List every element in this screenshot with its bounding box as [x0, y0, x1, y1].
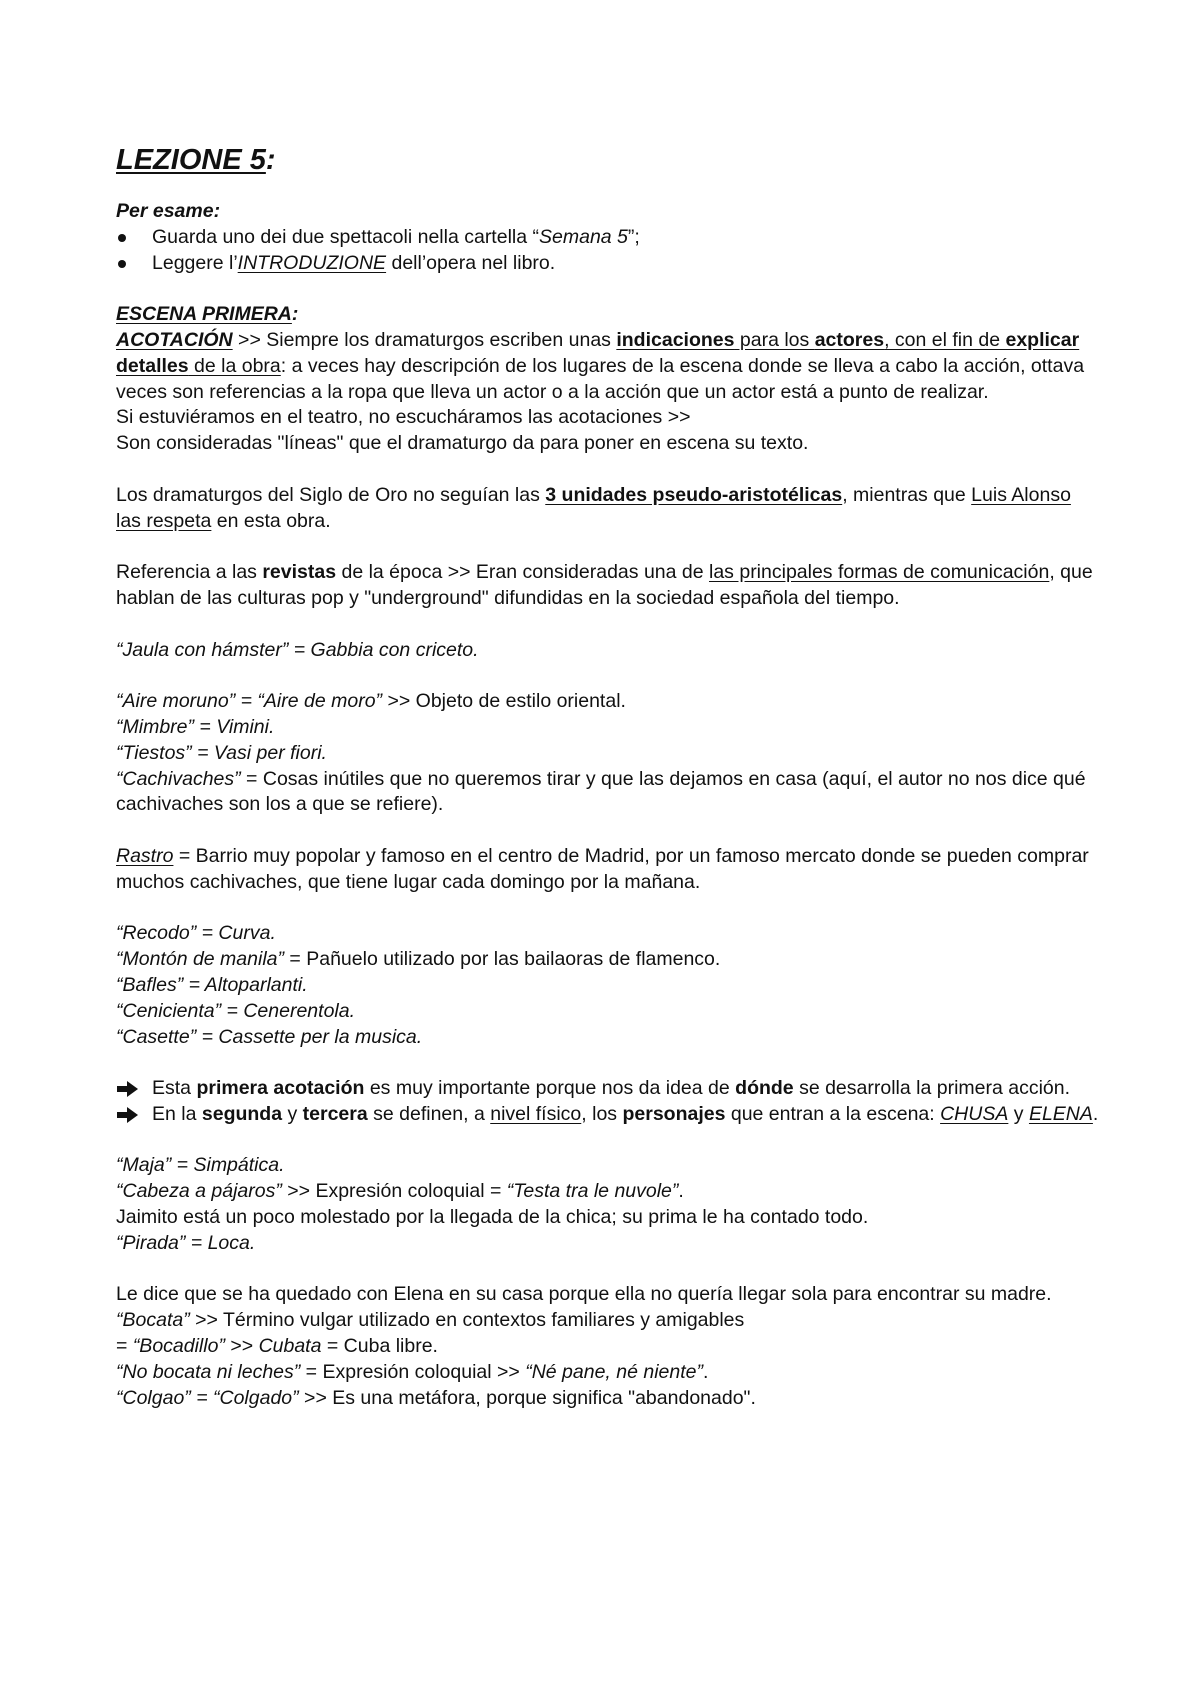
bullet-icon — [118, 234, 126, 242]
rastro-paragraph: Rastro = Barrio muy popolar y famoso en el centro de Madrid, por un famoso mercato donde se pueden comprar muchos cachivaches, que tiene lugar cada domingo por la mañana. — [116, 844, 1089, 893]
arrow-right-icon — [116, 1080, 140, 1098]
bullet-icon — [118, 260, 126, 268]
maja-line: “Maja” = Simpática. — [116, 1154, 285, 1177]
section-heading: ESCENA PRIMERA: — [116, 303, 299, 326]
bocata-line: “Bocata” >> Término vulgar utilizado en contextos familiares y amigables — [116, 1309, 745, 1332]
recodo-line: “Recodo” = Curva. — [116, 922, 276, 945]
document-body — [116, 143, 1101, 1411]
consideradas-line: Son consideradas "líneas" que el dramaturgo da para poner en escena su texto. — [116, 432, 809, 455]
le-dice-paragraph: Le dice que se ha quedado con Elena en su casa porque ella no quería llegar sola para encontrar su madre. — [116, 1283, 1052, 1306]
jaula-line: “Jaula con hámster” = Gabbia con criceto. — [116, 638, 479, 661]
list-item: Guarda uno dei due spettacoli nella cartella “Semana 5”; — [116, 225, 1101, 251]
monton-line: “Montón de manila” = Pañuelo utilizado por las bailaoras de flamenco. — [116, 948, 721, 971]
cenicienta-line: “Cenicienta” = Cenerentola. — [116, 999, 356, 1022]
title-text: LEZIONE 5 — [116, 144, 266, 176]
cachivaches-line: “Cachivaches” = Cosas inútiles que no queremos tirar y que las dejamos en casa (aquí, el autor no nos dice qué cachivaches son los a que se refiere). — [116, 767, 1086, 816]
casette-line: “Casette” = Cassette per la musica. — [116, 1025, 423, 1048]
page-title — [116, 143, 1101, 177]
bocadillo-line: = “Bocadillo” >> Cubata = Cuba libre. — [116, 1335, 438, 1358]
revistas-paragraph: Referencia a las revistas de la época >> Eran consideradas una de las principales formas de comunicación, que hablan de las culturas pop y "underground" difundidas en la sociedad española del tiempo. — [116, 561, 1093, 609]
exam-heading: Per esame: — [116, 200, 221, 222]
siglo-paragraph: Los dramaturgos del Siglo de Oro no seguían las 3 unidades pseudo-aristotélicas, mientras que Luis Alonso las respeta en esta obra. — [116, 483, 1071, 532]
arrow-list — [116, 1076, 1101, 1128]
no-bocata-line: “No bocata ni leches” = Expresión coloquial >> “Né pane, né niente”. — [116, 1360, 709, 1383]
jaimito-line: Jaimito está un poco molestado por la llegada de la chica; su prima le ha contado todo. — [116, 1206, 869, 1229]
mimbre-line: “Mimbre” = Vimini. — [116, 715, 275, 738]
aire-line: “Aire moruno” = “Aire de moro” >> Objeto de estilo oriental. — [116, 690, 626, 713]
pirada-line: “Pirada” = Loca. — [116, 1231, 256, 1254]
bafles-line: “Bafles” = Altoparlanti. — [116, 973, 308, 996]
cabeza-line: “Cabeza a pájaros” >> Expresión coloquial = “Testa tra le nuvole”. — [116, 1180, 684, 1203]
colgao-line: “Colgao” = “Colgado” >> Es una metáfora, porque significa "abandonado". — [116, 1386, 756, 1409]
tiestos-line: “Tiestos” = Vasi per fiori. — [116, 741, 327, 764]
list-item: En la segunda y tercera se definen, a nivel físico, los personajes que entran a la escena: CHUSA y ELENA. — [116, 1102, 1101, 1128]
arrow-right-icon — [116, 1106, 140, 1124]
acotacion-paragraph: ACOTACIÓN >> Siempre los dramaturgos escriben unas indicaciones para los actores, con el fin de explicar detalles de la obra: a veces hay descripción de los lugares de la escena donde se lleva a cabo la acción, ottava veces son referencias a la ropa que lleva un actor o a la acción que un actor está a punto de realizar. — [116, 328, 1085, 403]
title-colon: : — [265, 144, 276, 176]
introduzione-link: INTRODUZIONE — [237, 251, 387, 274]
teatro-line: Si estuviéramos en el teatro, no escucháramos las acotaciones >> — [116, 406, 691, 429]
list-item: Esta primera acotación es muy importante porque nos da idea de dónde se desarrolla la primera acción. — [116, 1076, 1101, 1102]
list-item: Leggere l’INTRODUZIONE dell’opera nel libro. — [116, 251, 1101, 277]
exam-list — [116, 225, 1101, 277]
